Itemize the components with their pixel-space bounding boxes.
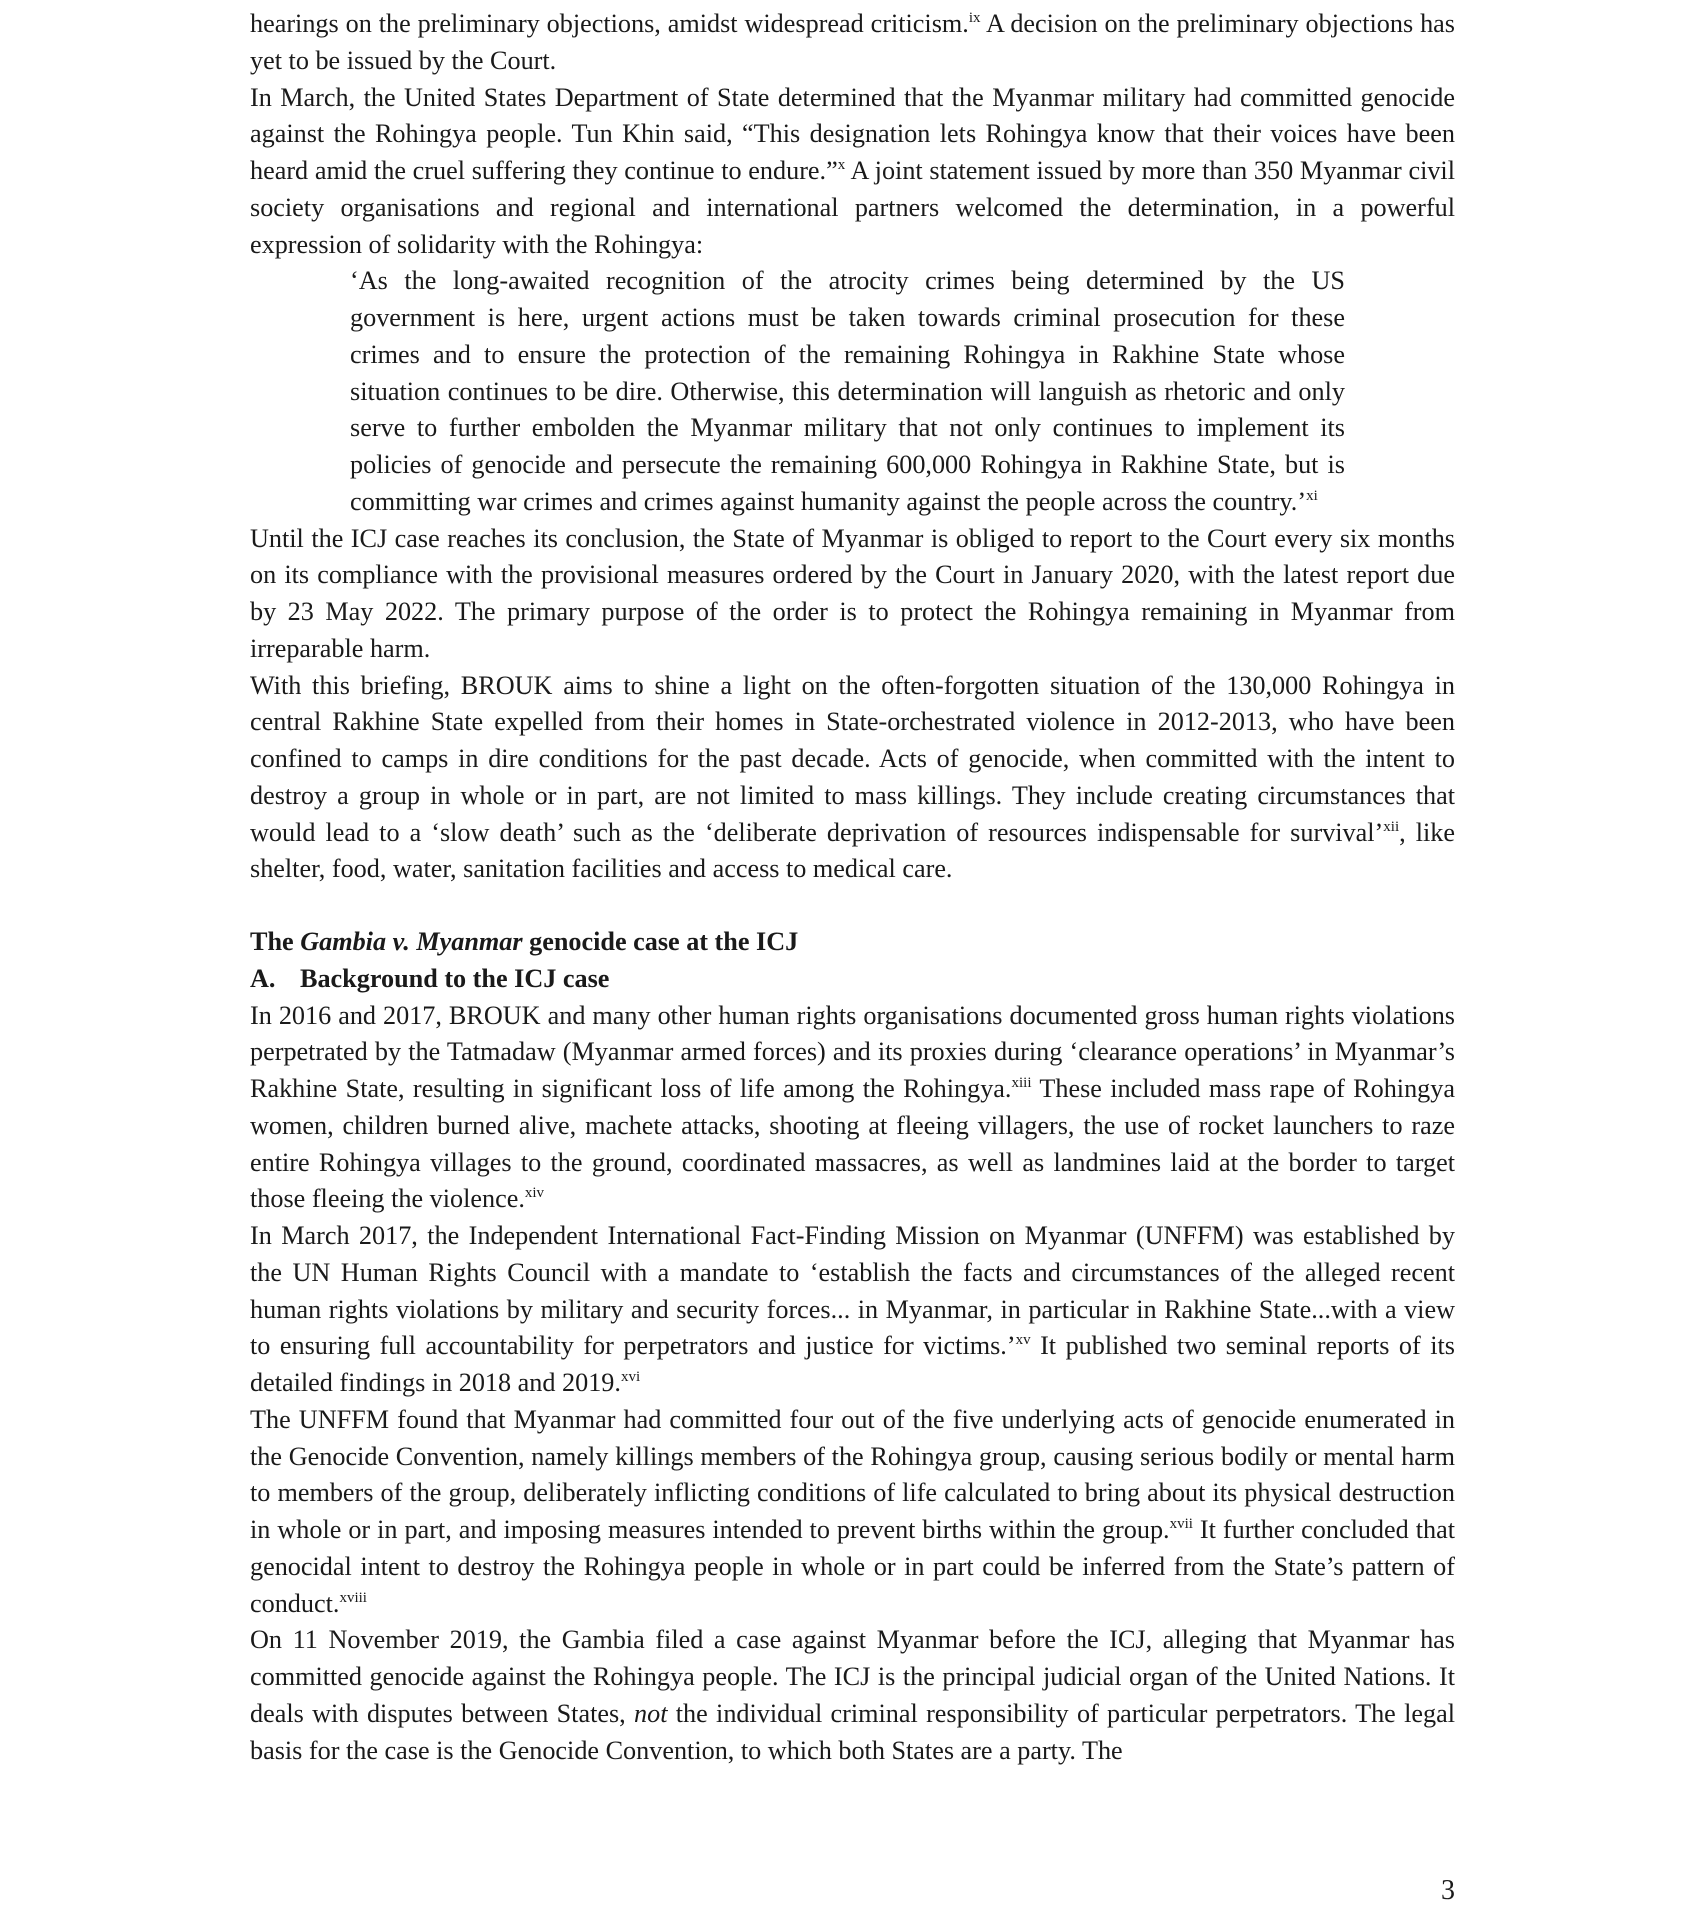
heading-text: genocide case at the ICJ bbox=[522, 927, 799, 956]
endnote-marker[interactable]: xiii bbox=[1011, 1075, 1032, 1091]
paragraph-icj-reporting bbox=[250, 521, 1455, 668]
paragraph-text: hearings on the preliminary objections, amidst widespread criticism. bbox=[250, 9, 969, 38]
endnote-marker[interactable]: ix bbox=[968, 10, 981, 26]
paragraph-text: A decision on the preliminary objections has yet to be issued by the Court. bbox=[250, 9, 1455, 75]
endnote-marker[interactable]: xv bbox=[1015, 1332, 1031, 1349]
subsection-number: A. bbox=[250, 963, 276, 993]
endnote-marker[interactable]: xviii bbox=[339, 1589, 367, 1606]
paragraph-text: In 2016 and 2017, BROUK and many other human rights organisations documented gross human rights violations perpetrated by the Tatmadaw (Myanmar armed forces) and its proxies during ‘clearance operations’ in Myanmar’s Rakhine State, resulting in significant loss of life among the Rohingya. bbox=[250, 1000, 1455, 1103]
endnote-marker[interactable]: xii bbox=[1383, 818, 1400, 835]
paragraph-text: In March, the United States Department of State determined that the Myanmar military had committed genocide against the Rohingya people. Tun Khin said, “This designation lets Rohingya know that their voices have been heard amid the cruel suffering they continue to endure.” bbox=[250, 82, 1455, 185]
endnote-marker[interactable]: xi bbox=[1306, 487, 1318, 504]
paragraph-text: It further concluded that genocidal intent to destroy the Rohingya people in whole or in part could be inferred from the State’s pattern of conduct. bbox=[250, 1515, 1455, 1618]
paragraph-text: These included mass rape of Rohingya women, children burned alive, machete attacks, shooting at fleeing villagers, the use of rocket launchers to raze entire Rohingya villages to the ground, coordinated massacres, as well as landmines laid at the border to target those fleeing the violence. bbox=[250, 1074, 1455, 1214]
endnote-marker[interactable]: xiv bbox=[524, 1185, 545, 1202]
endnote-marker[interactable]: xvii bbox=[1169, 1516, 1193, 1532]
page-number: 3 bbox=[1441, 1875, 1455, 1906]
paragraph-unffm-established bbox=[250, 1218, 1455, 1402]
paragraph-text: A joint statement issued by more than 350 Myanmar civil society organisations and regional and international partners welcomed the determination, in a powerful expression of solidarity with the Rohingya: bbox=[250, 156, 1455, 259]
subsection-heading bbox=[250, 961, 1455, 998]
paragraph-brouk-briefing bbox=[250, 668, 1455, 889]
document-page bbox=[250, 6, 1455, 1769]
paragraph-text: Until the ICJ case reaches its conclusion, the State of Myanmar is obliged to report to the Court every six months on its compliance with the provisional measures ordered by the Court in January 2020, with the latest report due by 23 May 2022. The primary purpose of the order is to protect the Rohingya remaining in Myanmar from irreparable harm. bbox=[250, 523, 1455, 663]
block-quote bbox=[350, 263, 1345, 520]
paragraph-text: It published two seminal reports of its detailed findings in 2018 and 2019. bbox=[250, 1331, 1455, 1397]
subsection-title: Background to the ICJ case bbox=[300, 963, 610, 993]
quote-text: ‘As the long-awaited recognition of the atrocity crimes being determined by the US government is here, urgent actions must be taken towards criminal prosecution for these crimes and to ensure the protection of the remaining Rohingya in Rakhine State whose situation continues to be dire. Otherwise, this determination will languish as rhetoric and only serve to further embolden the Myanmar military that not only continues to implement its policies of genocide and persecute the remaining 600,000 Rohingya in Rakhine State, but is committing war crimes and crimes against humanity against the people across the country.’ bbox=[350, 266, 1345, 516]
endnote-marker[interactable]: x bbox=[837, 157, 846, 173]
heading-italic-text: Gambia v. Myanmar bbox=[300, 927, 523, 956]
section-heading bbox=[250, 924, 1455, 961]
paragraph-text: In March 2017, the Independent International Fact-Finding Mission on Myanmar (UNFFM) was established by the UN Human Rights Council with a mandate to ‘establish the facts and circumstances of the alleged recent human rights violations by military and security forces... in Myanmar, in particular in Rakhine State...with a view to ensuring full accountability for perpetrators and justice for victims.’ bbox=[250, 1221, 1455, 1361]
paragraph-text: The UNFFM found that Myanmar had committed four out of the five underlying acts of genocide enumerated in the Genocide Convention, namely killings members of the Rohingya group, causing serious bodily or mental harm to members of the group, deliberately inflicting conditions of life calculated to bring about its physical destruction in whole or in part, and imposing measures intended to prevent births within the group. bbox=[250, 1404, 1455, 1544]
section-spacer bbox=[250, 888, 1455, 924]
paragraph-gambia-filing bbox=[250, 1622, 1455, 1769]
paragraph-us-determination bbox=[250, 80, 1455, 264]
paragraph-preliminary-objections bbox=[250, 6, 1455, 80]
heading-text: The bbox=[250, 927, 301, 956]
paragraph-unffm-findings bbox=[250, 1402, 1455, 1623]
paragraph-text: On 11 November 2019, the Gambia filed a case against Myanmar before the ICJ, alleging that Myanmar has committed genocide against the Rohingya people. The ICJ is the principal judicial organ of the United Nations. It deals with disputes between States, bbox=[250, 1625, 1455, 1728]
italic-emphasis: not bbox=[634, 1698, 668, 1728]
paragraph-text: the individual criminal responsibility of particular perpetrators. The legal basis for the case is the Genocide Convention, to which both States are a party. The bbox=[250, 1698, 1455, 1765]
paragraph-clearance-operations bbox=[250, 998, 1455, 1219]
endnote-marker[interactable]: xvi bbox=[620, 1369, 641, 1385]
paragraph-text: With this briefing, BROUK aims to shine a light on the often-forgotten situation of the 130,000 Rohingya in central Rakhine State expelled from their homes in State-orchestrated violence in 2012-2013, who have been confined to camps in dire conditions for the past decade. Acts of genocide, when committed with the intent to destroy a group in whole or in part, are not limited to mass killings. They include creating circumstances that would lead to a ‘slow death’ such as the ‘deliberate deprivation of resources indispensable for survival’ bbox=[250, 670, 1455, 847]
paragraph-text: , like shelter, food, water, sanitation facilities and access to medical care. bbox=[250, 817, 1455, 884]
